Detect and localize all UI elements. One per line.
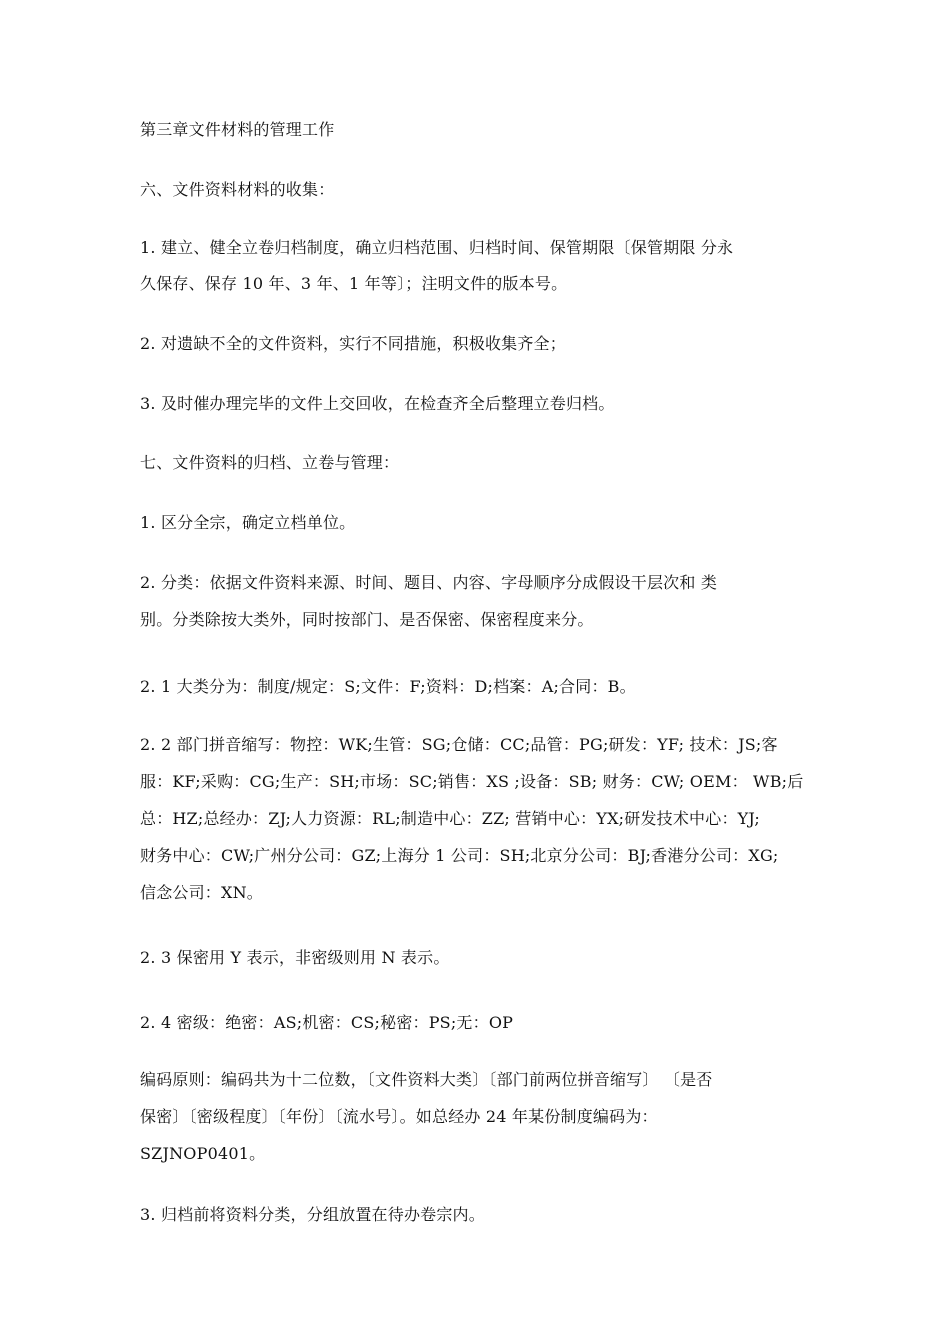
coding-rule-line-3: SZJNOP0401。 bbox=[140, 1144, 266, 1163]
paragraph-6-1-line-1: 1. 建立、健全立卷归档制度，确立归档范围、归档时间、保管期限〔保管期限 分永 bbox=[140, 238, 734, 257]
chapter-title: 第三章文件材料的管理工作 bbox=[140, 120, 335, 139]
paragraph-7-2-line-1: 2. 分类：依据文件资料来源、时间、题目、内容、字母顺序分成假设干层次和 类 bbox=[140, 573, 718, 592]
coding-rule-line-2: 保密〕〔密级程度〕〔年份〕〔流水号〕。如总经办 24 年某份制度编码为： bbox=[140, 1107, 658, 1126]
coding-rule-line-1: 编码原则：编码共为十二位数，〔文件资料大类〕〔部门前两位拼音缩写〕 〔是否 bbox=[140, 1070, 713, 1089]
paragraph-7-2-2-line-4: 财务中心：CW;广州分公司：GZ;上海分 1 公司：SH;北京分公司：BJ;香港分公司：XG; bbox=[140, 846, 779, 865]
paragraph-7-2-4: 2. 4 密级：绝密：AS;机密：CS;秘密：PS;无：OP bbox=[140, 1013, 514, 1032]
section-heading-7: 七、文件资料的归档、立卷与管理： bbox=[140, 453, 400, 472]
paragraph-7-2-3: 2. 3 保密用 Y 表示，非密级则用 N 表示。 bbox=[140, 948, 450, 967]
section-heading-6: 六、文件资料材料的收集： bbox=[140, 180, 335, 199]
paragraph-7-3: 3. 归档前将资料分类，分组放置在待办卷宗内。 bbox=[140, 1205, 485, 1224]
paragraph-7-2-2-line-2: 服：KF;采购：CG;生产：SH;市场：SC;销售：XS ;设备：SB; 财务：CW; OEM： WB;后 bbox=[140, 772, 804, 791]
paragraph-6-3: 3. 及时催办理完毕的文件上交回收，在检查齐全后整理立卷归档。 bbox=[140, 394, 615, 413]
paragraph-7-2-2-line-3: 总：HZ;总经办：ZJ;人力资源：RL;制造中心：ZZ; 营销中心：YX;研发技术中心：YJ; bbox=[140, 809, 760, 828]
paragraph-7-2-2-line-1: 2. 2 部门拼音缩写：物控：WK;生管：SG;仓储：CC;品管：PG;研发：YF; 技术：JS;客 bbox=[140, 735, 778, 754]
paragraph-7-2-2-line-5: 信念公司：XN。 bbox=[140, 883, 263, 902]
paragraph-7-2-line-2: 别。分类除按大类外，同时按部门、是否保密、保密程度来分。 bbox=[140, 610, 594, 629]
paragraph-7-2-1: 2. 1 大类分为：制度/规定：S;文件：F;资料：D;档案：A;合同：B。 bbox=[140, 677, 636, 696]
paragraph-6-1-line-2: 久保存、保存 10 年、3 年、1 年等〕；注明文件的版本号。 bbox=[140, 274, 568, 293]
paragraph-6-2: 2. 对遗缺不全的文件资料，实行不同措施，积极收集齐全； bbox=[140, 334, 566, 353]
paragraph-7-1: 1. 区分全宗，确定立档单位。 bbox=[140, 513, 356, 532]
